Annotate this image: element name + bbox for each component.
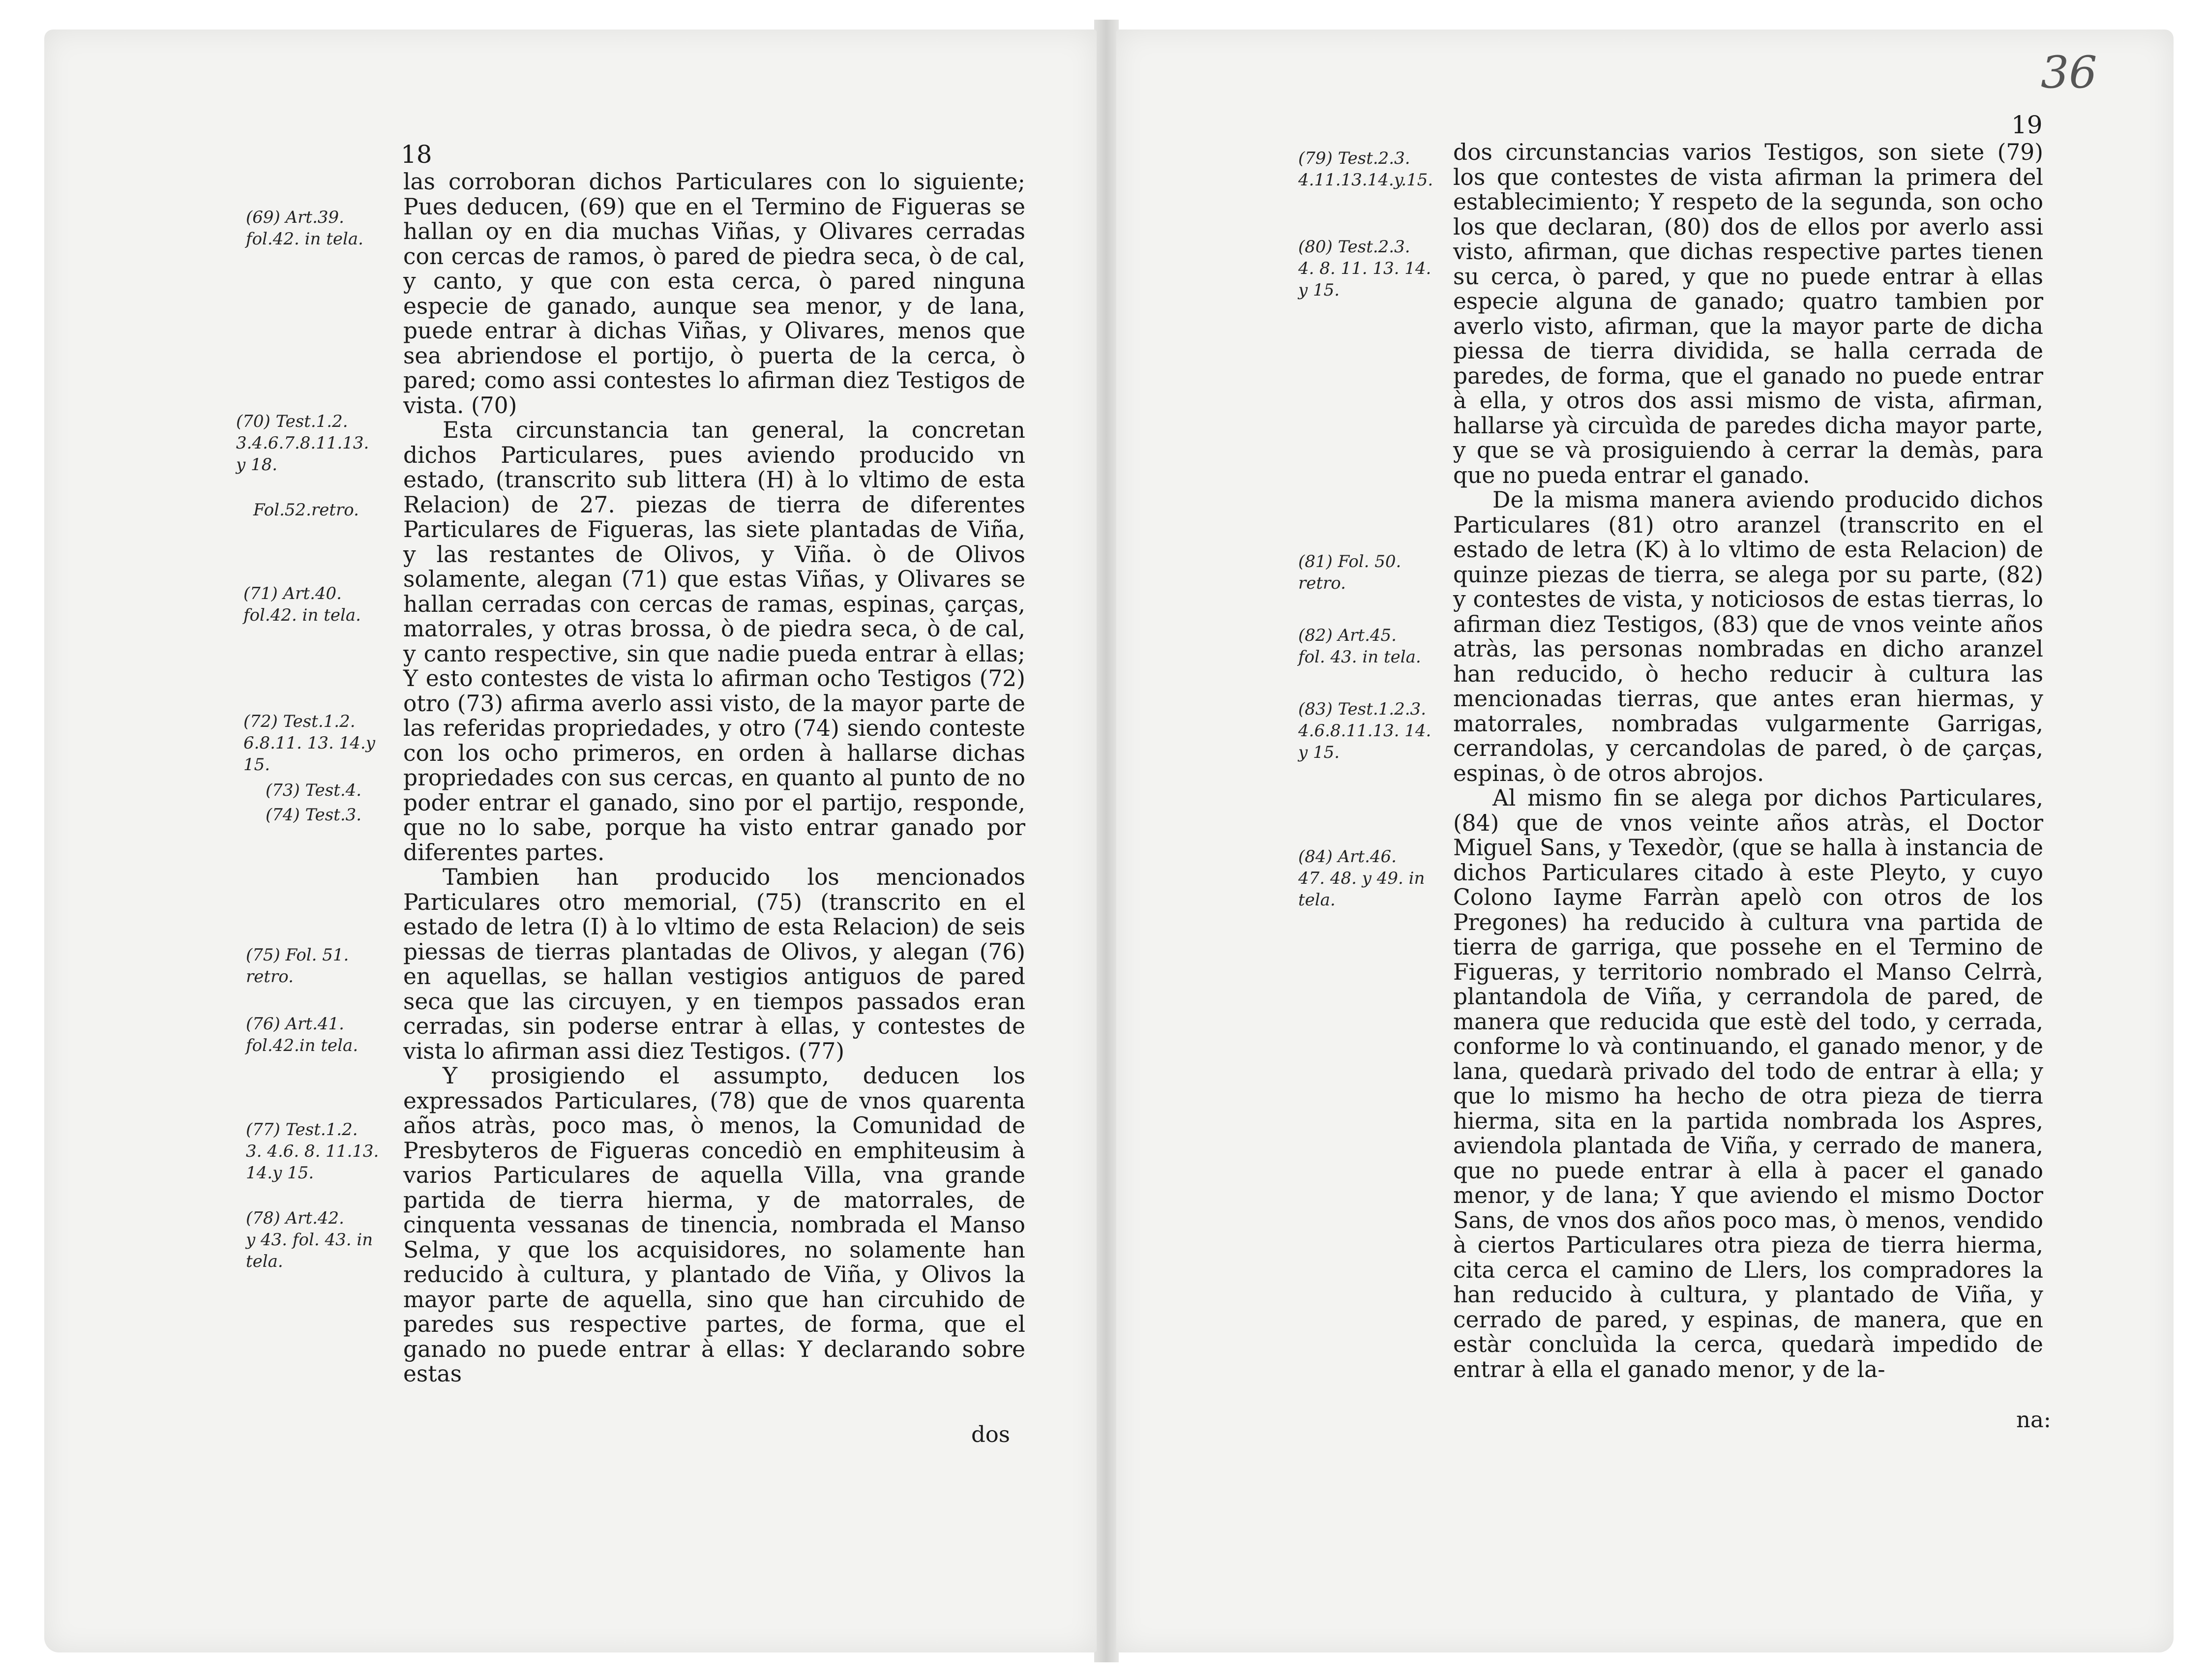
- paragraph: Esta circunstancia tan general, la concretan dichos Particulares, pues aviendo producido vn estado, (transcrito sub littera (H) à lo vltimo de esta Relacion) de 27. piezas de tierra de diferentes Particulares de Figueras, las siete plantadas de Viña, y las restantes de Olivos, y Viña. ò de Olivos solamente, alegan (71) que estas Viñas, y Olivares se hallan cerradas con cercas de ramas, espinas, çarças, matorrales, y otras brossa, ò de piedra seca, ò de cal, y canto respective, sin que nadie pueda entrar à ellas; Y esto contestes de vista lo afirman ocho Testigos (72) otro (73) afirma averlo assi visto, de la mayor parte de las referidas propriedades, y otro (74) siendo conteste con los ocho primeros, en orden à hallarse dichas propriedades con sus cercas, en quanto al punto de no poder entrar el ganado, sino por el partijo, responde, que no lo sabe, porque ha visto entrar ganado por diferentes partes.: [403, 417, 1025, 866]
- left-page-number: 18: [401, 140, 432, 169]
- paragraph: Y prosigiendo el assumpto, deducen los expressados Particulares, (78) que de vnos quarenta años atràs, poco mas, ò menos, la Comunidad de Presbyteros de Figueras concediò en emphiteusim à varios Particulares de aquella Villa, vna grande partida de tierra hierma, y de matorrales, de cinquenta vessanas de tinencia, nombrada el Manso Selma, y que los acquisidores, no solamente han reducido à cultura, y plantado de Viña, y Olivos la mayor parte de aquella, sino que han circuhido de paredes sus respective partes, de forma, que el ganado no puede entrar à ellas: Y declarando sobre estas: [403, 1063, 1025, 1387]
- paragraph: De la misma manera aviendo producido dichos Particulares (81) otro aranzel (transcrito en el estado de letra (K) à lo vltimo de esta Relacion) de quinze piezas de tierra, se alega por su parte, (82) y contestes de vista, y noticiosos de estas tierras, lo afirman diez Testigos, (83) que de vnos veinte años atràs, las personas nombradas en dicho aranzel han reducido, ò hecho reducir à cultura las mencionadas tierras, que antes eran hiermas, y matorrales, nombradas vulgarmente Garrigas, cerrandolas, y cercandolas de pared, ò de çarças, espinas, ò de otros abrojos.: [1453, 487, 2043, 786]
- margin-note-84: (84) Art.46. 47. 48. y 49. in tela.: [1298, 847, 1425, 910]
- folio-stamp: 36: [2041, 47, 2097, 98]
- left-catchword: dos: [971, 1421, 1010, 1447]
- left-page-text: [403, 170, 1025, 1387]
- paragraph: Tambien han producido los mencionados Particulares otro memorial, (75) (transcrito en el estado de letra (I) à lo vltimo de esta Relacion) de seis piessas de tierras plantadas de Olivos, y alegan (76) en aquellas, se hallan vestigios antiguos de pared seca que las circuyen, y en tiempos passados eran cerradas, sin poderse entrar à ellas, y contestes de vista lo afirman assi diez Testigos. (77): [403, 864, 1025, 1064]
- margin-note-fol52: Fol.52.retro.: [253, 500, 359, 520]
- margin-note-69: (69) Art.39. fol.42. in tela.: [246, 208, 363, 249]
- paragraph: Al mismo fin se alega por dichos Particulares, (84) que de vnos veinte años atràs, el Doctor Miguel Sans, y Texedòr, (que se halla à instancia de dichos Particulares citado à este Pleyto, y cuyo Colono Iayme Farràn apelò con otros de los Pregones) ha reducido à cultura vna partida de tierra de garriga, que possehe en el Termino de Figueras, y territorio nombrado el Manso Celrrà, plantandola de Viña, y cerrandola de pared, de manera que reducida que estè del todo, y cerrada, conforme lo và continuando, el ganado menor, y de lana, quedarà privado del todo de entrar à ella; y que lo mismo ha hecho de otra pieza de tierra hierma, sita en la partida nombrada los Aspres, aviendola plantada de Viña, y cerrado de manera, que no puede entrar à ella à pacer el ganado menor, y de lana; Y que aviendo el mismo Doctor Sans, de vnos dos años poco mas, ò menos, vendido à ciertos Particulares otra pieza de tierra hierma, cita cerca el camino de Llers, los compradores la han reducido à cultura, y plantado de Viña, y cerrado de pared, y espinas, de manera, que en estàr concluìda la cerca, quedarà impedido de entrar à ella el ganado menor, y de la-: [1453, 785, 2043, 1382]
- margin-note-82: (82) Art.45. fol. 43. in tela.: [1298, 626, 1421, 667]
- margin-note-73: (73) Test.4.: [266, 780, 362, 800]
- margin-note-76: (76) Art.41. fol.42.in tela.: [246, 1014, 358, 1055]
- margin-note-74: (74) Test.3.: [266, 805, 362, 825]
- book-gutter: [1094, 20, 1119, 1662]
- margin-note-81: (81) Fol. 50. retro.: [1298, 552, 1401, 593]
- margin-note-79: (79) Test.2.3. 4.11.13.14.y.15.: [1298, 149, 1433, 190]
- margin-note-80: (80) Test.2.3. 4. 8. 11. 13. 14. y 15.: [1298, 237, 1431, 300]
- margin-note-77: (77) Test.1.2. 3. 4.6. 8. 11.13. 14.y 15.: [246, 1120, 379, 1183]
- margin-note-72: (72) Test.1.2. 6.8.11. 13. 14.y 15.: [243, 712, 375, 775]
- margin-note-70: (70) Test.1.2. 3.4.6.7.8.11.13. y 18.: [236, 412, 369, 475]
- margin-note-71: (71) Art.40. fol.42. in tela.: [243, 584, 361, 625]
- margin-note-75: (75) Fol. 51. retro.: [246, 945, 349, 987]
- margin-note-78: (78) Art.42. y 43. fol. 43. in tela.: [246, 1208, 373, 1271]
- right-catchword: na:: [2016, 1407, 2051, 1433]
- right-page-text: [1453, 140, 2043, 1382]
- paragraph: las corroboran dichos Particulares con lo siguiente; Pues deducen, (69) que en el Termino de Figueras se hallan oy en dia muchas Viñas, y Olivares cerradas con cercas de ramos, ò pared de piedra seca, ò de cal, y canto, y que con esta cerca, ò pared ninguna especie de ganado, aunque sea menor, y de lana, puede entrar à dichas Viñas, y Olivares, menos que sea abriendose el portijo, ò puerta de la cerca, ò pared; como assi contestes lo afirman diez Testigos de vista. (70): [403, 169, 1025, 419]
- paragraph: dos circunstancias varios Testigos, son siete (79) los que contestes de vista afirman la primera del establecimiento; Y respeto de la segunda, son ocho los que declaran, (80) dos de ellos por averlo assi visto, afirman, que dichas respective partes tienen su cerca, ò pared, y que no puede entrar à ellas especie alguna de ganado; quatro tambien por averlo visto, afirman, que la mayor parte de dicha piessa de tierra dividida, se halla cerrada de paredes, de forma, que el ganado no puede entrar à ella, y otros dos assi mismo de vista, afirman, hallarse yà circuìda de paredes dicha mayor parte, y que se và prosiguiendo à cerrar la demàs, para que no pueda entrar el ganado.: [1453, 139, 2043, 488]
- right-page-number: 19: [2011, 111, 2043, 139]
- margin-note-83: (83) Test.1.2.3. 4.6.8.11.13. 14. y 15.: [1298, 699, 1431, 762]
